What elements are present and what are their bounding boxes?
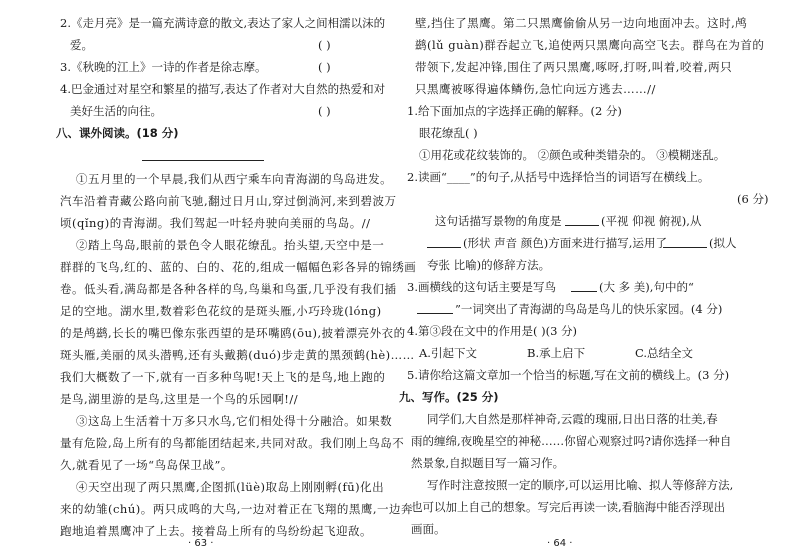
para-2-line-1: ②踏上鸟岛,眼前的景色令人眼花缭乱。抬头望,天空中是一 [76, 238, 385, 252]
para-2-line-5: 的是鸬鹚,长长的嘴巴像东张西望的是环嘴鸥(ōu),披着漂亮外衣的 [60, 326, 406, 340]
writing-prompt-line-5: 也可以加上自己的想象。写完后再读一读,看脑海中能否浮现出 [411, 500, 726, 514]
para-2-line-7: 我们大概数了一下,就有一百多种鸟呢!天上飞的是鸟,地上跑的 [60, 370, 386, 384]
reading-question-2-points: (6 分) [737, 192, 769, 206]
para-3-line-3: 久,就看见了一场“鸟岛保卫战”。 [60, 458, 233, 472]
passage-cont-line-3: 带领下,发起冲锋,围住了两只黑鹰,啄呀,打呀,叫着,咬着,两只 [415, 60, 733, 74]
writing-prompt-line-3: 然景象,自拟题目写一篇习作。 [411, 456, 565, 470]
question-4: 4.巴金通过对星空和繁星的描写,表达了作者对大自然的热爱和对 [60, 82, 386, 96]
para-4-line-2: 来的幼雏(chú)。两只成鸣的大鸟,一边对着正在飞翔的黑鹰,一边奔 [60, 502, 414, 516]
reading-question-2-part-b: (形状 声音 颜色)方面来进行描写,运用了 [463, 236, 667, 250]
para-1-line-1: ①五月里的一个早晨,我们从西宁乘车向青海湖的鸟岛进发。 [76, 172, 393, 186]
option-b[interactable]: B.承上启下 [527, 346, 586, 360]
passage-cont-line-4: 只黑鹰被啄得遍体鳞伤,急忙向远方逃去……// [415, 82, 656, 96]
reading-question-4: 4.第③段在文中的作用是( )(3 分) [407, 324, 578, 338]
section-8-heading: 八、课外阅读。(18 分) [56, 126, 179, 140]
answer-blank-word[interactable] [417, 302, 453, 314]
answer-blank-bird[interactable] [571, 280, 597, 292]
para-2-line-3: 卷。低头看,满岛都是各种各样的鸟,鸟巢和鸟蛋,几乎没有我们插 [60, 282, 397, 296]
reading-question-1: 1.给下面加点的字选择正确的解释。(2 分) [407, 104, 622, 118]
para-2-line-6: 斑头雁,美丽的凤头潜鸭,还有头戴鹅(duó)步走黄的黑颈鹤(hè)…… [60, 348, 415, 362]
reading-question-5: 5.请你给这篇文章加一个恰当的标题,写在文前的横线上。(3 分) [407, 368, 730, 382]
reading-question-2-part-a: 这句话描写景物的角度是 [435, 214, 562, 228]
question-2: 2.《走月亮》是一篇充满诗意的散文,表达了家人之间相濡以沫的 [60, 16, 386, 30]
question-2-answer-paren[interactable]: ( ) [318, 38, 331, 52]
question-4-cont: 美好生活的向往。 [70, 104, 162, 118]
writing-prompt-line-4: 写作时注意按照一定的顺序,可以运用比喻、拟人等修辞方法, [427, 478, 734, 492]
reading-question-3-options: (大 多 美),句中的“ [599, 280, 694, 294]
reading-question-3-cont: ”一词突出了青海湖的鸟岛是鸟儿的快乐家园。(4 分) [455, 302, 723, 316]
question-3: 3.《秋晚的江上》一诗的作者是徐志摩。 [60, 60, 267, 74]
page-number-right: · 64 · [547, 538, 573, 549]
para-3-line-2: 量有危险,岛上所有的鸟都能团结起来,共同对敌。我们刚上鸟岛不 [60, 436, 405, 450]
passage-cont-line-1: 壁,挡住了黑鹰。第二只黑鹰偷偷从另一边向地面冲去。这时,鸬 [415, 16, 748, 30]
question-2-cont: 爱。 [70, 38, 93, 52]
reading-question-3: 3.画横线的这句话主要是写鸟 [407, 280, 556, 294]
question-4-answer-paren[interactable]: ( ) [318, 104, 331, 118]
para-1-line-2: 汽车沿着青藏公路向前飞驰,翻过日月山,穿过倒淌河,来到碧波万 [60, 194, 397, 208]
title-blank-line[interactable] [142, 160, 264, 161]
option-c[interactable]: C.总结全文 [635, 346, 694, 360]
reading-question-1-options: ①用花或花纹装饰的。 ②颜色或种类错杂的。 ③模糊迷乱。 [419, 148, 726, 162]
writing-prompt-line-6: 画面。 [411, 522, 446, 536]
answer-blank-angle[interactable] [565, 214, 599, 226]
para-1-line-3: 顷(qǐng)的青海湖。我们驾起一叶轻舟驶向美丽的鸟岛。// [60, 216, 371, 230]
answer-blank-rhetoric[interactable] [663, 236, 707, 248]
para-3-line-1: ③这岛上生活着十万多只水鸟,它们相处得十分融洽。如果数 [76, 414, 393, 428]
right-page [397, 0, 794, 550]
passage-cont-line-2: 鹚(lǔ guàn)群吞起立飞,追使两只黑鹰向高空飞去。群鸟在为首的 [415, 38, 765, 52]
question-3-answer-paren[interactable]: ( ) [318, 60, 331, 74]
reading-question-2-part-b3: (拟人 [709, 236, 737, 250]
reading-question-2-part-c: 夸张 比喻)的修辞方法。 [427, 258, 551, 272]
answer-blank-aspect[interactable] [427, 236, 461, 248]
page-number-left: · 63 · [188, 538, 214, 549]
para-4-line-1: ④天空出现了两只黑鹰,企图抓(lüè)取岛上刚刚孵(fū)化出 [76, 480, 385, 494]
para-4-line-3: 跑地追着黑鹰冲了上去。接着岛上所有的鸟纷纷起飞迎敌。 [60, 524, 372, 538]
reading-question-2: 2.读画“____”的句子,从括号中选择恰当的词语写在横线上。 [407, 170, 710, 184]
writing-prompt-line-2: 雨的缠绵,夜晚星空的神秘……你留心观察过吗?请你选择一种自 [411, 434, 732, 448]
para-2-line-4: 足的空地。湖水里,数着彩色花纹的是斑头雁,小巧玲珑(lóng) [60, 304, 382, 318]
writing-prompt-line-1: 同学们,大自然是那样神奇,云霞的瑰丽,日出日落的壮美,春 [427, 412, 718, 426]
option-a[interactable]: A.引起下文 [419, 346, 477, 360]
reading-question-2-part-a2: (平视 仰视 俯视),从 [601, 214, 702, 228]
para-2-line-8: 是鸟,湖里游的是鸟,这里是一个鸟的乐园啊!// [60, 392, 299, 406]
section-9-heading: 九、写作。(25 分) [399, 390, 499, 404]
para-2-line-2: 群群的飞鸟,红的、蓝的、白的、花的,组成一幅幅色彩各异的锦绣画 [60, 260, 417, 274]
reading-question-1-word[interactable]: 眼花缭乱( ) [419, 126, 478, 140]
